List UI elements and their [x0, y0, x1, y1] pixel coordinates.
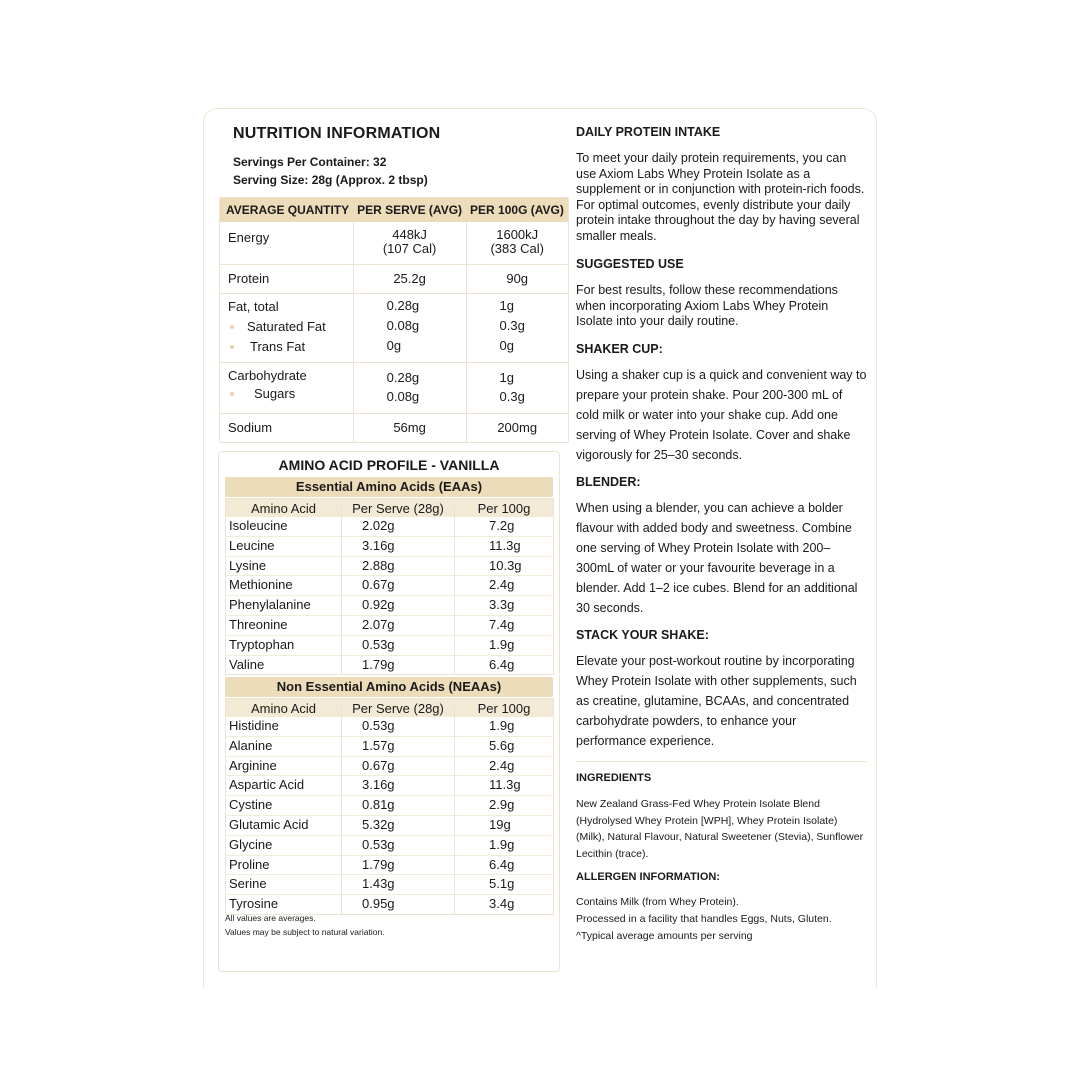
amino-acid-name: Phenylalanine — [226, 596, 342, 616]
amino-per-serve: 0.92g — [342, 596, 455, 616]
table-row — [226, 756, 554, 776]
amino-per-100g: 19g — [455, 815, 554, 835]
amino-acid-name: Threonine — [226, 615, 342, 635]
amino-acid-name: Glycine — [226, 835, 342, 855]
amino-acid-name: Glutamic Acid — [226, 815, 342, 835]
amino-per-serve: 0.67g — [342, 576, 455, 596]
carbohydrate-serve: 0.28g — [386, 370, 420, 385]
table-row — [226, 736, 554, 756]
sugars-100g: 0.3g — [499, 389, 525, 404]
amino-per-100g: 1.9g — [455, 835, 554, 855]
saturated-fat-serve: 0.08g — [386, 318, 420, 333]
amino-per-100g: 6.4g — [455, 655, 554, 675]
amino-per-serve: 0.53g — [342, 835, 455, 855]
amino-acid-name: Arginine — [226, 756, 342, 776]
fat-100g: 1g — [499, 298, 515, 313]
nutrition-table — [219, 197, 569, 443]
bullet-icon — [230, 325, 234, 329]
amino-per-100g: 5.1g — [455, 875, 554, 895]
energy-label: Energy — [228, 230, 270, 245]
row-energy — [220, 222, 569, 265]
neaa-table — [225, 698, 554, 915]
amino-per-100g: 6.4g — [455, 855, 554, 875]
ingredients-text: New Zealand Grass-Fed Whey Protein Isolate Blend (Hydrolysed Whey Protein [WPH], Whey Protein Isolate) (Milk), Natural Flavour, Natural Sweetener (Stevia), Sunflower Lecithin (trace). — [576, 798, 864, 860]
energy-serve-cal: (107 Cal) — [382, 241, 437, 256]
amino-acid-name: Leucine — [226, 536, 342, 556]
trans-fat-label: Trans Fat — [250, 339, 306, 354]
protein-serve: 25.2g — [393, 271, 426, 286]
table-row — [226, 635, 554, 655]
amino-acid-name: Aspartic Acid — [226, 776, 342, 796]
table-row — [226, 796, 554, 816]
amino-per-100g: 1.9g — [455, 635, 554, 655]
amino-per-100g: 5.6g — [455, 736, 554, 756]
suggested-use-text: For best results, follow these recommendations when incorporating Axiom Labs Whey Protein Isolate into your daily routine. — [576, 283, 838, 329]
amino-per-100g: 10.3g — [455, 556, 554, 576]
carbohydrate-100g: 1g — [499, 370, 515, 385]
row-protein — [220, 265, 569, 294]
table-row — [226, 536, 554, 556]
table-row — [226, 835, 554, 855]
fat-label: Fat, total — [228, 299, 279, 314]
sodium-serve: 56mg — [393, 420, 426, 435]
shaker-cup-text: Using a shaker cup is a quick and convenient way to prepare your protein shake. Pour 200-300 mL of cold milk or water into your shake cup. Add one serving of Whey Protein Isolate. Cover and shake vigorously for 25–30 seconds. — [576, 368, 867, 462]
amino-per-serve: 2.02g — [342, 517, 455, 536]
saturated-fat-label: Saturated Fat — [247, 319, 326, 334]
row-fat — [220, 294, 569, 363]
energy-100g-cal: (383 Cal) — [490, 241, 544, 256]
typical-amounts-note: ^Typical average amounts per serving — [576, 930, 753, 942]
neaa-header-amino-acid: Amino Acid — [226, 699, 342, 718]
allergen-title: ALLERGEN INFORMATION: — [576, 871, 721, 883]
amino-per-serve: 1.57g — [342, 736, 455, 756]
row-sodium — [220, 414, 569, 443]
eaa-header-amino-acid: Amino Acid — [226, 499, 342, 518]
bullet-icon — [230, 345, 234, 349]
amino-title: AMINO ACID PROFILE - VANILLA — [278, 457, 500, 473]
amino-per-serve: 2.07g — [342, 615, 455, 635]
sugars-label: Sugars — [254, 386, 296, 401]
blender-title: BLENDER: — [576, 475, 641, 489]
blender-text: When using a blender, you can achieve a bolder flavour with added body and sweetness. Combine one serving of Whey Protein Isolate with 200–300mL of water or your favourite beverage in a blender. Add 1–2 ice cubes. Blend for an additional 30 seconds. — [576, 501, 858, 615]
amino-per-serve: 2.88g — [342, 556, 455, 576]
neaa-header-per-serve: Per Serve (28g) — [342, 699, 455, 718]
amino-acid-name: Histidine — [226, 717, 342, 736]
amino-per-serve: 0.81g — [342, 796, 455, 816]
amino-acid-profile — [218, 451, 560, 972]
header-per-100g: PER 100G (AVG) — [466, 198, 568, 223]
note-averages: All values are averages. — [225, 913, 316, 923]
amino-per-100g: 11.3g — [455, 776, 554, 796]
amino-per-100g: 2.9g — [455, 796, 554, 816]
amino-per-serve: 3.16g — [342, 776, 455, 796]
sodium-100g: 200mg — [497, 420, 538, 435]
stack-title: STACK YOUR SHAKE: — [576, 628, 709, 642]
table-row — [226, 875, 554, 895]
amino-acid-name: Isoleucine — [226, 517, 342, 536]
header-average-quantity: AVERAGE QUANTITY — [220, 198, 354, 223]
bullet-icon — [230, 392, 234, 396]
amino-per-serve: 3.16g — [342, 536, 455, 556]
header-per-serve: PER SERVE (AVG) — [353, 198, 466, 223]
divider — [576, 761, 867, 762]
table-row — [226, 556, 554, 576]
saturated-fat-100g: 0.3g — [499, 318, 525, 333]
table-row — [226, 855, 554, 875]
table-row — [226, 596, 554, 616]
amino-per-serve: 0.53g — [342, 717, 455, 736]
table-row — [226, 517, 554, 536]
trans-fat-serve: 0g — [386, 338, 402, 353]
eaa-table — [225, 498, 554, 675]
table-row — [226, 815, 554, 835]
eaa-header-per-100g: Per 100g — [455, 499, 554, 518]
table-row — [226, 576, 554, 596]
serving-size: Serving Size: 28g (Approx. 2 tbsp) — [233, 173, 428, 187]
protein-100g: 90g — [506, 271, 529, 286]
ingredients-title: INGREDIENTS — [576, 772, 652, 784]
amino-acid-name: Tyrosine — [226, 895, 342, 915]
sodium-label: Sodium — [228, 420, 273, 435]
protein-label: Protein — [228, 271, 270, 286]
stack-text: Elevate your post-workout routine by incorporating Whey Protein Isolate with other supplements, such as creatine, glutamine, BCAAs, and concentrated carbohydrate powders, to enhance your performance experience. — [576, 654, 857, 748]
daily-protein-title: DAILY PROTEIN INTAKE — [576, 125, 721, 139]
amino-acid-name: Tryptophan — [226, 635, 342, 655]
daily-protein-text: To meet your daily protein requirements, you can use Axiom Labs Whey Protein Isolate as a supplement or in conjunction with protein-rich foods. For optimal outcomes, evenly distribute your daily protein intake throughout the day by having several smaller meals. — [576, 151, 865, 243]
suggested-use-title: SUGGESTED USE — [576, 257, 684, 271]
nutrition-table-header — [220, 198, 569, 223]
amino-per-serve: 1.43g — [342, 875, 455, 895]
amino-acid-name: Serine — [226, 875, 342, 895]
amino-per-serve: 0.67g — [342, 756, 455, 776]
energy-100g-kj: 1600kJ — [496, 227, 539, 242]
amino-acid-name: Cystine — [226, 796, 342, 816]
nutrition-title: NUTRITION INFORMATION — [233, 125, 441, 142]
amino-per-100g: 3.4g — [455, 895, 554, 915]
fat-serve: 0.28g — [386, 298, 420, 313]
amino-acid-name: Lysine — [226, 556, 342, 576]
trans-fat-100g: 0g — [499, 338, 515, 353]
eaa-header-per-serve: Per Serve (28g) — [342, 499, 455, 518]
table-row — [226, 717, 554, 736]
amino-acid-name: Proline — [226, 855, 342, 875]
amino-per-serve: 0.95g — [342, 895, 455, 915]
amino-acid-name: Valine — [226, 655, 342, 675]
allergen-facility: Processed in a facility that handles Eggs, Nuts, Gluten. — [576, 913, 832, 925]
eaa-title: Essential Amino Acids (EAAs) — [225, 477, 553, 497]
allergen-milk: Contains Milk (from Whey Protein). — [576, 896, 739, 908]
amino-per-100g: 7.4g — [455, 615, 554, 635]
row-carbohydrate — [220, 363, 569, 414]
note-variation: Values may be subject to natural variation. — [225, 927, 385, 937]
amino-per-serve: 0.53g — [342, 635, 455, 655]
table-row — [226, 776, 554, 796]
table-row — [226, 655, 554, 675]
amino-acid-name: Alanine — [226, 736, 342, 756]
amino-acid-name: Methionine — [226, 576, 342, 596]
amino-per-100g: 11.3g — [455, 536, 554, 556]
amino-per-100g: 1.9g — [489, 718, 515, 733]
carbohydrate-label: Carbohydrate — [228, 368, 307, 383]
amino-per-serve: 5.32g — [342, 815, 455, 835]
servings-per-container: Servings Per Container: 32 — [233, 155, 387, 169]
amino-per-serve: 1.79g — [342, 655, 455, 675]
neaa-title: Non Essential Amino Acids (NEAAs) — [225, 677, 553, 697]
amino-per-100g: 3.3g — [455, 596, 554, 616]
amino-per-100g: 2.4g — [455, 756, 554, 776]
amino-per-100g: 7.2g — [489, 518, 515, 533]
table-row — [226, 615, 554, 635]
energy-serve-kj: 448kJ — [392, 227, 427, 242]
sugars-serve: 0.08g — [386, 389, 420, 404]
amino-per-serve: 1.79g — [342, 855, 455, 875]
shaker-cup-title: SHAKER CUP: — [576, 342, 663, 356]
amino-per-100g: 2.4g — [455, 576, 554, 596]
neaa-header-per-100g: Per 100g — [455, 699, 554, 718]
